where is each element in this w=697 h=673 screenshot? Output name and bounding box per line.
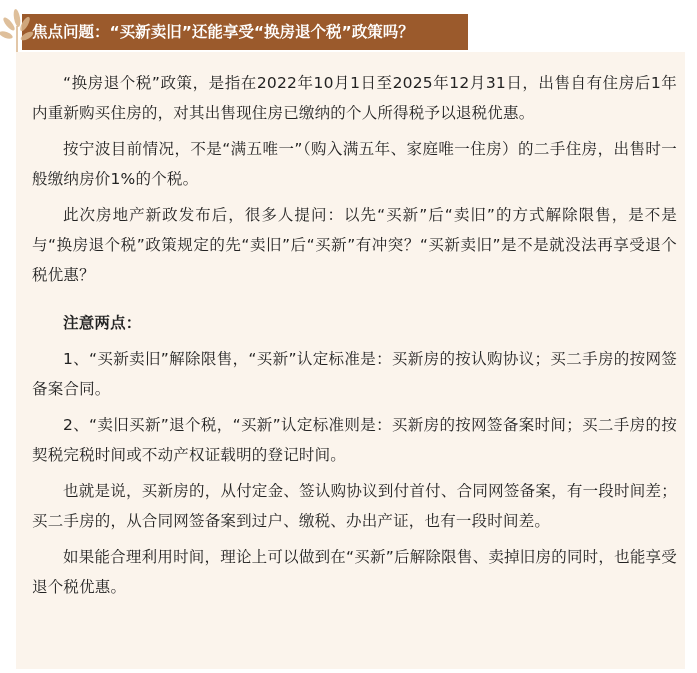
paragraph-conclusion: 如果能合理利用时间，理论上可以做到在“买新”后解除限售、卖掉旧房的同时，也能享受退个税优惠。 (32, 548, 677, 596)
paragraph-note-2: 2、“卖旧买新”退个税，“买新”认定标准则是：买新房的按网签备案时间；买二手房的按契税完税时间或不动产权证载明的登记时间。 (32, 416, 677, 464)
paragraph-ningbo-tax: 按宁波目前情况，不是“满五唯一”（购入满五年、家庭唯一住房）的二手住房，出售时一般缴纳房价1%的个税。 (32, 140, 677, 188)
paragraph-question: 此次房地产新政发布后，很多人提问：以先“买新”后“卖旧”的方式解除限售，是不是与“换房退个税”政策规定的先“卖旧”后“买新”有冲突？“买新卖旧”是不是就没法再享受退个税优惠？ (32, 206, 677, 284)
section-title: 焦点问题：“买新卖旧”还能享受“换房退个税”政策吗？ (32, 23, 414, 41)
section-heading-notes: 注意两点： (63, 314, 142, 332)
leaf-icon (0, 8, 34, 54)
paragraph-policy-definition: “换房退个税”政策，是指在2022年10月1日至2025年12月31日，出售自有住房后1年内重新购买住房的，对其出售现住房已缴纳的个人所得税予以退税优惠。 (32, 74, 677, 122)
paragraph-note-1: 1、“买新卖旧”解除限售，“买新”认定标准是：买新房的按认购协议；买二手房的按网签备案合同。 (32, 350, 677, 398)
section-title-bar (22, 14, 468, 50)
paragraph-time-gap: 也就是说，买新房的，从付定金、签认购协议到付首付、合同网签备案，有一段时间差；买二手房的，从合同网签备案到过户、缴税、办出产证，也有一段时间差。 (32, 482, 677, 530)
article-body (16, 52, 685, 669)
